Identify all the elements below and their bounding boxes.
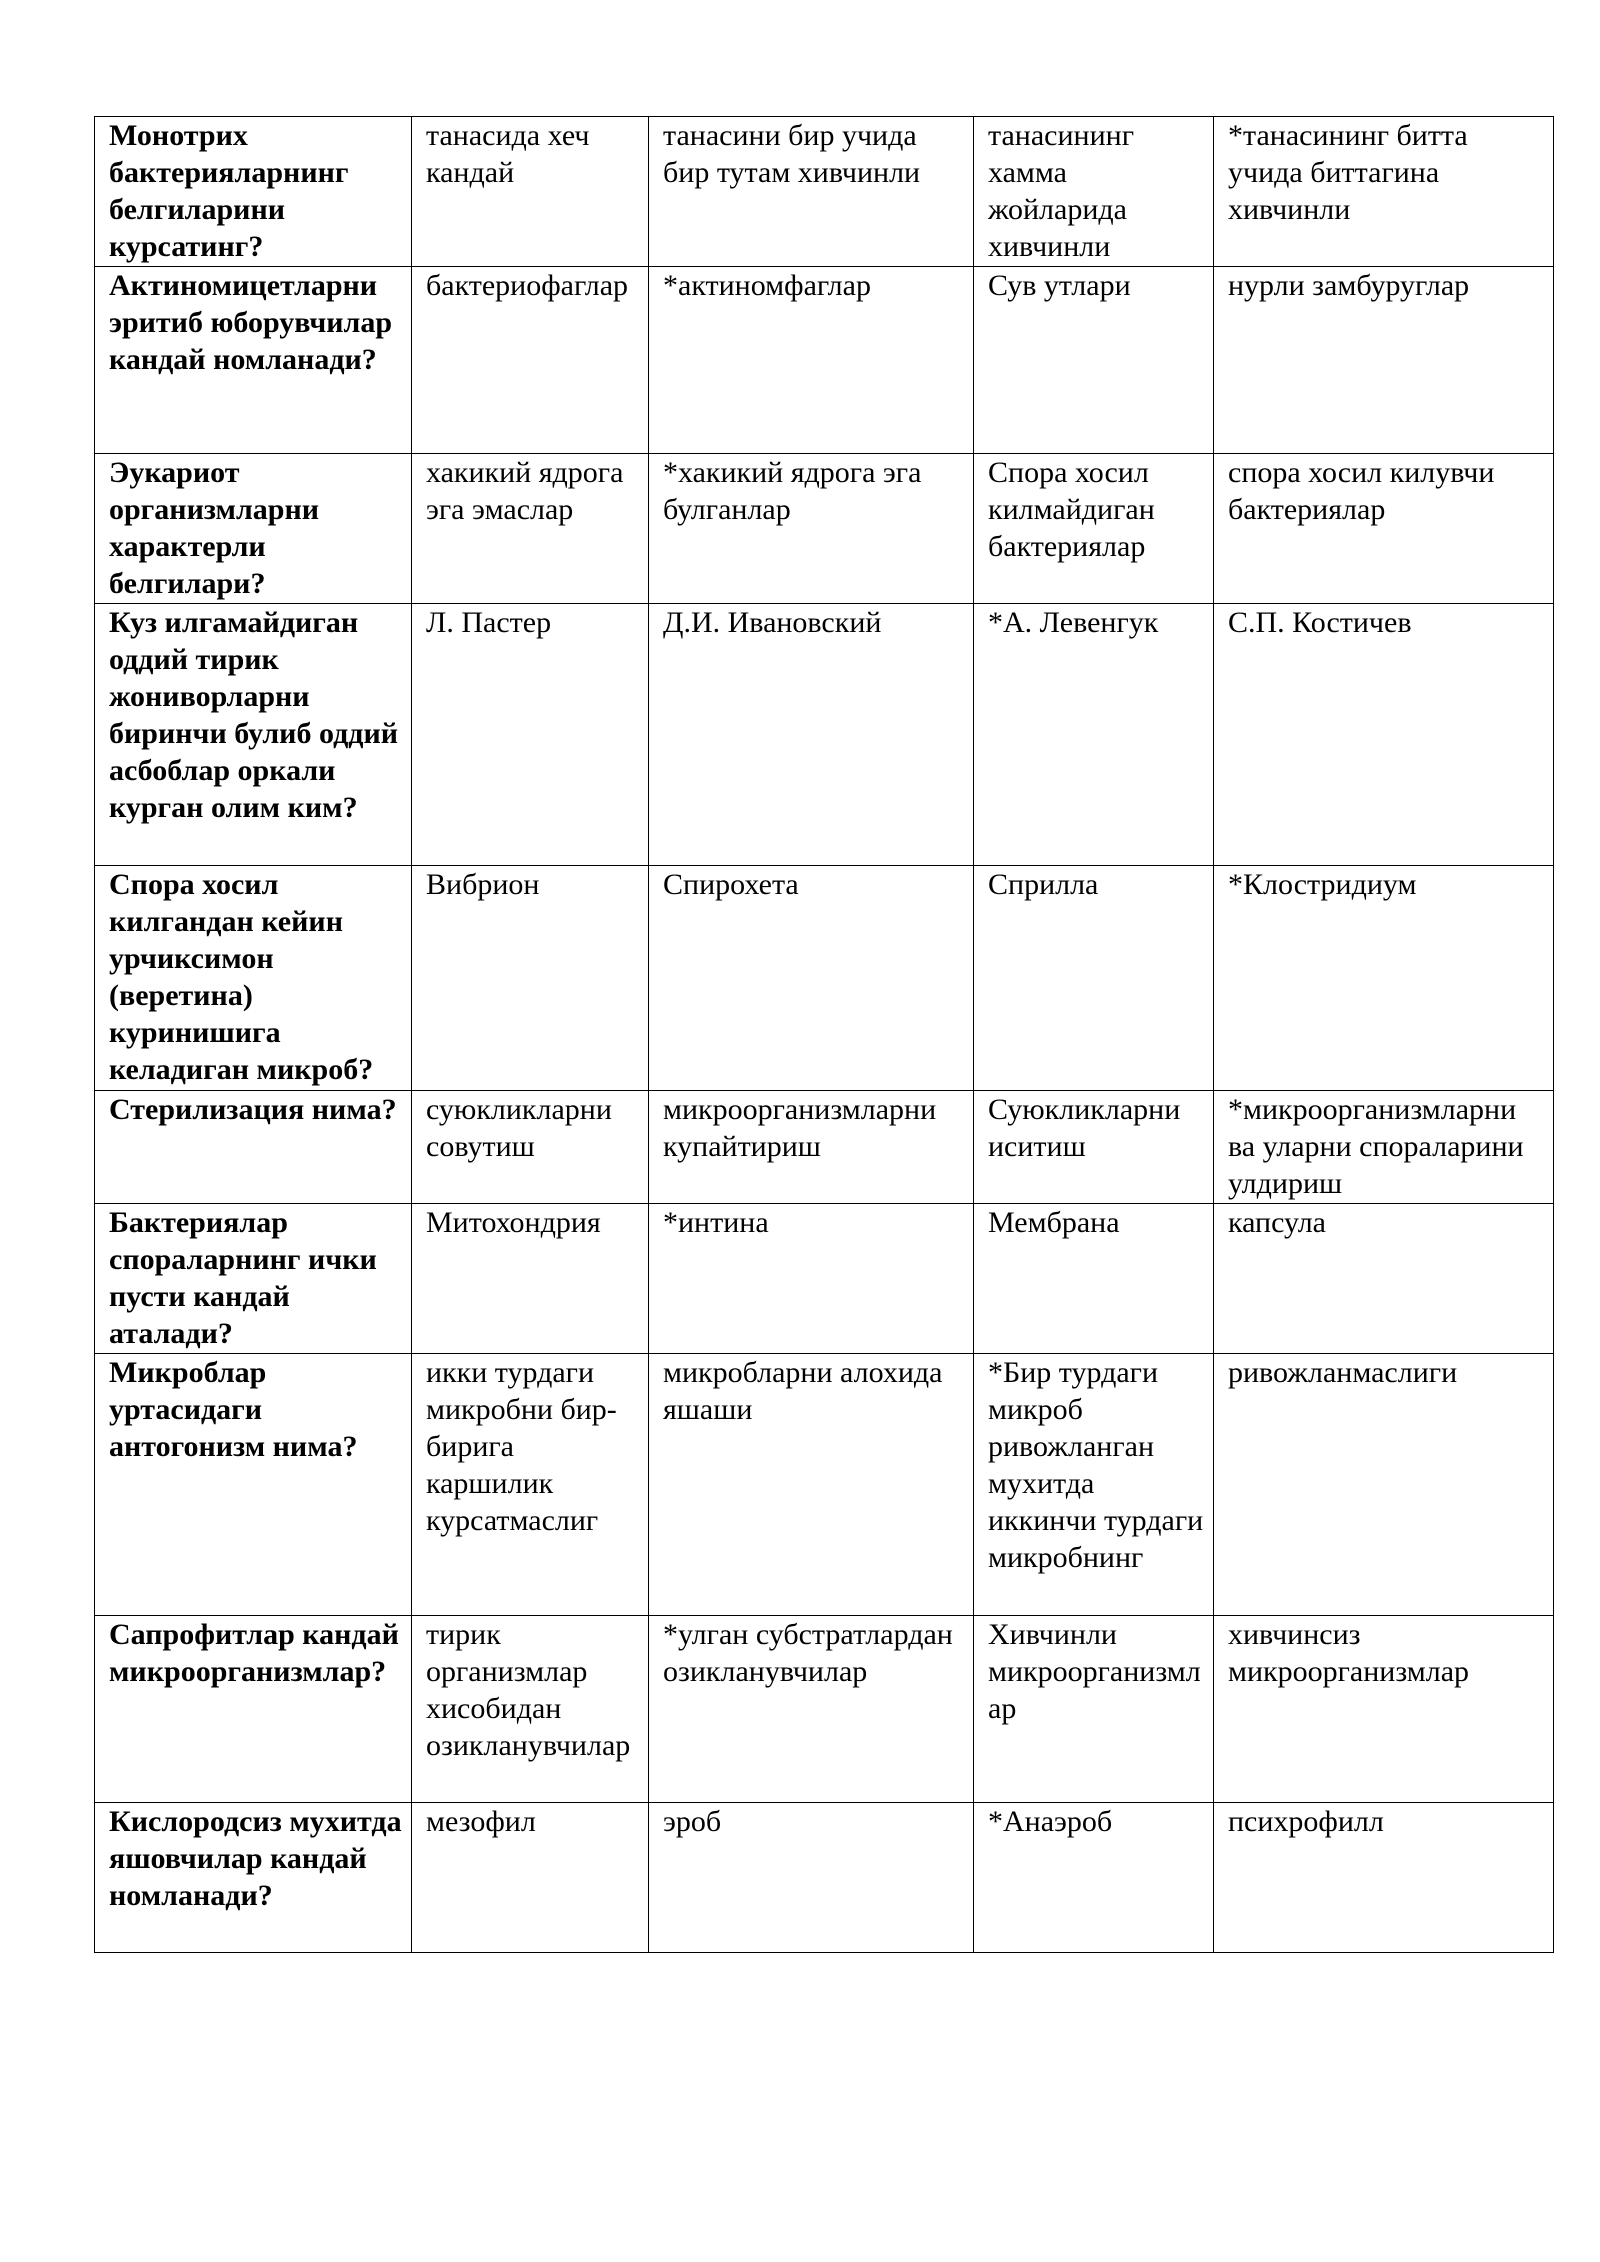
question-cell — [95, 1616, 412, 1803]
option-text: Д.И. Ивановский — [663, 606, 882, 639]
option-text: капсула — [1228, 1206, 1326, 1239]
question-cell — [95, 604, 412, 866]
table-row — [95, 1803, 1554, 1953]
option-cell — [974, 1803, 1214, 1953]
option-text: Сприлла — [988, 868, 1099, 901]
option-cell — [1214, 866, 1554, 1091]
question-text: Монотрих бактерияларнинг белгиларини курсатинг? — [109, 119, 349, 263]
option-cell — [412, 1204, 649, 1354]
option-text: Спирохета — [663, 868, 799, 901]
table-row — [95, 866, 1554, 1091]
option-cell — [649, 1616, 974, 1803]
option-text: Мембрана — [988, 1206, 1120, 1239]
option-cell — [649, 866, 974, 1091]
question-cell — [95, 267, 412, 454]
option-cell — [974, 866, 1214, 1091]
option-cell — [649, 1204, 974, 1354]
option-cell — [649, 1803, 974, 1953]
option-cell — [1214, 604, 1554, 866]
question-text: Куз илгамайдиган оддий тирик жониворларни биринчи булиб оддий асбоблар оркали курган олим ким? — [109, 606, 399, 824]
option-cell — [974, 1616, 1214, 1803]
option-cell — [649, 117, 974, 267]
option-text: Сув утлари — [988, 269, 1131, 302]
option-cell — [1214, 267, 1554, 454]
option-text: Митохондрия — [426, 1206, 601, 1239]
option-text: *Бир турдаги микроб ривожланган мухитда иккинчи турдаги микробнинг — [988, 1356, 1204, 1574]
option-cell — [649, 267, 974, 454]
option-cell — [412, 1803, 649, 1953]
question-cell — [95, 1803, 412, 1953]
question-cell — [95, 1204, 412, 1354]
option-cell — [974, 267, 1214, 454]
question-text: Бактериялар спораларнинг ички пусти кандай аталади? — [109, 1206, 377, 1350]
option-cell — [649, 454, 974, 604]
option-text: икки турдаги микробни бир-бирига каршилик курсатмаслиг — [426, 1356, 617, 1537]
option-cell — [1214, 117, 1554, 267]
option-text: хивчинсиз микроорганизмлар — [1228, 1618, 1470, 1688]
option-cell — [412, 604, 649, 866]
option-cell — [1214, 1354, 1554, 1616]
table-row — [95, 1091, 1554, 1204]
option-cell — [649, 1354, 974, 1616]
option-text: С.П. Костичев — [1228, 606, 1412, 639]
option-text: *А. Левенгук — [988, 606, 1159, 639]
option-text: танасида хеч кандай — [426, 119, 590, 189]
option-cell — [1214, 1091, 1554, 1204]
option-cell — [974, 1091, 1214, 1204]
option-text: тирик организмлар хисобидан озикланувчилар — [426, 1618, 631, 1762]
option-text: *улган субстратлардан озикланувчилар — [663, 1618, 953, 1688]
table-row — [95, 1616, 1554, 1803]
option-text: микробларни алохида яшаши — [663, 1356, 943, 1426]
option-text: *микроорганизмларни ва уларни спораларини улдириш — [1228, 1093, 1524, 1200]
option-cell — [974, 454, 1214, 604]
option-cell — [412, 1354, 649, 1616]
option-cell — [412, 1091, 649, 1204]
option-text: нурли замбуруглар — [1228, 269, 1470, 302]
question-text: Стерилизация нима? — [109, 1093, 397, 1126]
option-cell — [974, 604, 1214, 866]
table-row — [95, 454, 1554, 604]
option-text: спора хосил килувчи бактериялар — [1228, 456, 1495, 526]
option-text: ривожланмаслиги — [1228, 1356, 1458, 1389]
option-text: мезофил — [426, 1805, 536, 1838]
option-cell — [974, 1204, 1214, 1354]
table-row — [95, 1354, 1554, 1616]
question-text: Спора хосил килгандан кейин урчиксимон (веретина) куринишига келадиган микроб? — [109, 868, 374, 1086]
question-text: Кислородсиз мухитда яшовчилар кандай номланади? — [109, 1805, 402, 1912]
option-text: суюкликларни совутиш — [426, 1093, 612, 1163]
option-cell — [649, 604, 974, 866]
question-cell — [95, 1091, 412, 1204]
option-cell — [412, 117, 649, 267]
option-cell — [1214, 1204, 1554, 1354]
question-text: Сапрофитлар кандай микроорганизмлар? — [109, 1618, 399, 1688]
option-text: психрофилл — [1228, 1805, 1384, 1838]
option-text: Суюкликларни иситиш — [988, 1093, 1181, 1163]
question-cell — [95, 1354, 412, 1616]
option-cell — [412, 1616, 649, 1803]
option-text: Вибрион — [426, 868, 540, 901]
option-cell — [412, 866, 649, 1091]
option-cell — [412, 267, 649, 454]
option-cell — [649, 1091, 974, 1204]
option-text: Хивчинли микроорганизмлар — [988, 1618, 1201, 1725]
option-cell — [1214, 1803, 1554, 1953]
question-text: Актиномицетларни эритиб юборувчилар кандай номланади? — [109, 269, 393, 376]
option-text: хакикий ядрога эга эмаслар — [426, 456, 624, 526]
option-text: Спора хосил килмайдиган бактериялар — [988, 456, 1155, 563]
question-cell — [95, 117, 412, 267]
option-cell — [974, 1354, 1214, 1616]
option-text: Л. Пастер — [426, 606, 552, 639]
option-text: микроорганизмларни купайтириш — [663, 1093, 937, 1163]
quiz-table — [94, 116, 1554, 1953]
option-text: *танасининг битта учида биттагина хивчинли — [1228, 119, 1468, 226]
option-cell — [412, 454, 649, 604]
option-text: *Анаэроб — [988, 1805, 1113, 1838]
table-row — [95, 117, 1554, 267]
option-text: танасини бир учида бир тутам хивчинли — [663, 119, 921, 189]
option-text: *хакикий ядрога эга булганлар — [663, 456, 922, 526]
table-row — [95, 267, 1554, 454]
option-text: *интина — [663, 1206, 769, 1239]
option-text: эроб — [663, 1805, 722, 1838]
table-row — [95, 1204, 1554, 1354]
option-text: бактериофаглар — [426, 269, 629, 302]
option-text: танасининг хамма жойларида хивчинли — [988, 119, 1135, 263]
table-row — [95, 604, 1554, 866]
option-cell — [1214, 454, 1554, 604]
option-cell — [1214, 1616, 1554, 1803]
option-text: *Клостридиум — [1228, 868, 1417, 901]
question-text: Эукариот организмларни характерли белгилари? — [109, 456, 320, 600]
question-text: Микроблар уртасидаги антогонизм нима? — [109, 1356, 358, 1463]
option-text: *актиномфаглар — [663, 269, 871, 302]
option-cell — [974, 117, 1214, 267]
question-cell — [95, 866, 412, 1091]
question-cell — [95, 454, 412, 604]
